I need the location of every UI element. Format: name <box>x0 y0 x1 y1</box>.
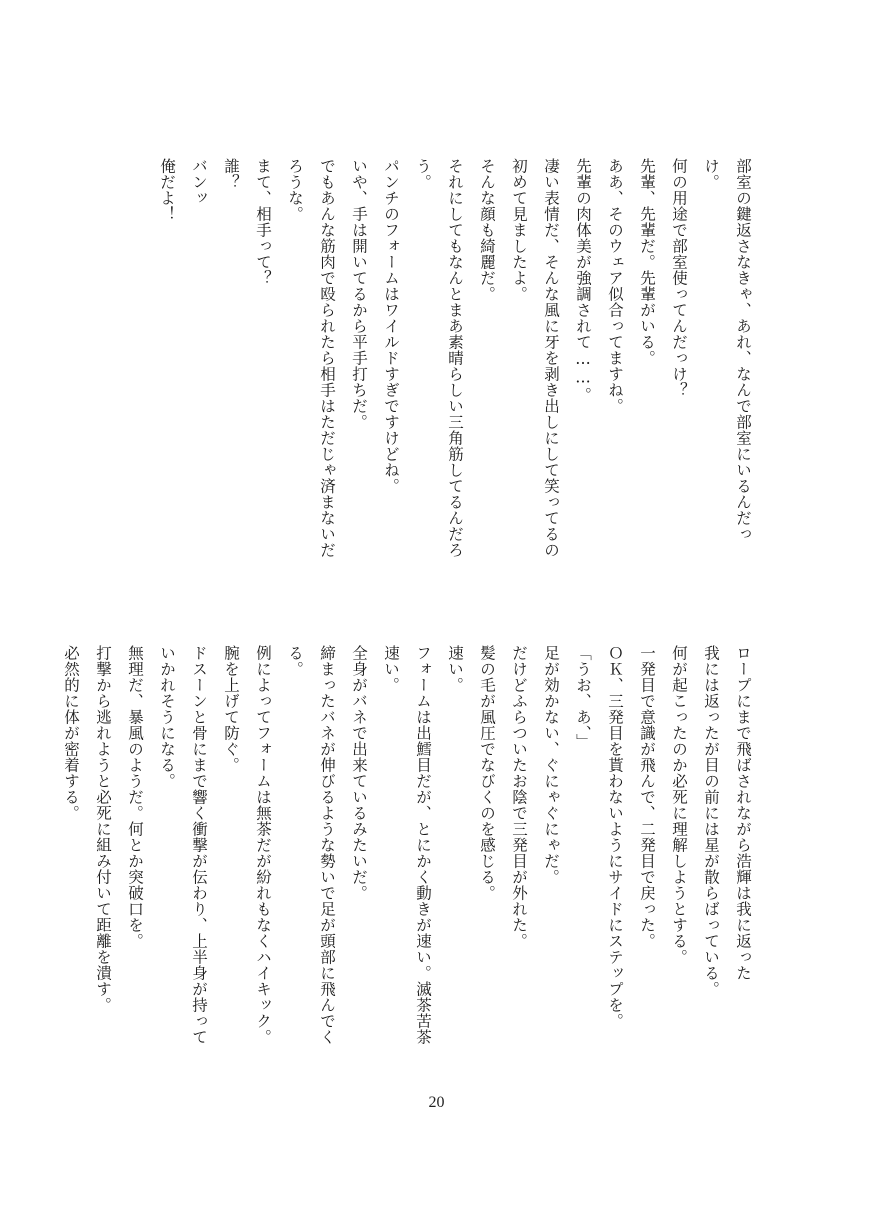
text-line: まて、相手って？ <box>254 158 272 286</box>
page-number: 20 <box>428 1094 445 1111</box>
text-line: フォームは出鱈目だが、とにかく動きが速い。滅茶苦茶 <box>414 645 432 1045</box>
text-line: ああ、そのウェア似合ってますね。 <box>606 158 624 414</box>
text-line: 速い。 <box>382 645 400 693</box>
text-line: いや、手は開いてるから平手打ちだ。 <box>350 158 368 430</box>
text-line: け。 <box>702 158 720 190</box>
text-line: う。 <box>414 158 432 190</box>
text-line: バンッ <box>190 158 208 206</box>
text-line: 腕を上げて防ぐ。 <box>222 645 240 773</box>
text-line: 誰？ <box>222 158 240 190</box>
text-line: でもあんな筋肉で殴られたら相手はただじゃ済まないだ <box>318 158 336 558</box>
text-line: 打撃から逃れようと必死に組み付いて距離を潰す。 <box>94 645 112 1013</box>
text-line: 何の用途で部室使ってんだっけ？ <box>670 158 688 398</box>
text-line: そんな顔も綺麗だ。 <box>478 158 496 302</box>
upper-text-block <box>151 158 759 598</box>
text-line: ドスーンと骨にまで響く衝撃が伝わり、上半身が持って <box>190 645 208 1045</box>
text-line: それにしてもなんとまあ素晴らしい三角筋してるんだろ <box>446 158 464 558</box>
text-line: 先輩の肉体美が強調されて……。 <box>574 158 592 403</box>
text-line: 速い。 <box>446 645 464 693</box>
text-line: 初めて見ましたよ。 <box>510 158 528 302</box>
text-line: 足が効かない、ぐにゃぐにゃだ。 <box>542 645 560 885</box>
text-line: いかれそうになる。 <box>158 645 176 789</box>
text-line: ロープにまで飛ばされながら浩輝は我に返った <box>734 645 752 981</box>
text-line: 先輩、先輩だ。先輩がいる。 <box>638 158 656 366</box>
text-line: 髪の毛が風圧でなびくのを感じる。 <box>478 645 496 901</box>
text-line: 俺だよ！ <box>158 158 176 222</box>
text-line: 例によってフォームは無茶だが紛れもなくハイキック。 <box>254 645 272 1045</box>
text-line: パンチのフォームはワイルドすぎですけどね。 <box>382 158 400 494</box>
text-line: る。 <box>286 645 304 677</box>
text-line: 何が起こったのか必死に理解しようとする。 <box>670 645 688 965</box>
text-line: 無理だ、暴風のようだ。何とか突破口を。 <box>126 645 144 949</box>
text-line: 全身がバネで出来ているみたいだ。 <box>350 645 368 901</box>
text-line: 一発目で意識が飛んで、二発目で戻った。 <box>638 645 656 949</box>
text-line: 必然的に体が密着する。 <box>62 645 80 821</box>
text-line: ＯＫ、三発目を貰わないようにサイドにステップを。 <box>606 645 624 1029</box>
text-line: 凄い表情だ、そんな風に牙を剥き出しにして笑ってるの <box>542 158 560 558</box>
text-line: 締まったバネが伸びるような勢いで足が頭部に飛んでく <box>318 645 336 1045</box>
text-line: だけどふらついたお陰で三発目が外れた。 <box>510 645 528 949</box>
text-line: ろうな。 <box>286 158 304 222</box>
text-line: 「うお、あ、」 <box>574 645 592 750</box>
lower-text-block <box>55 645 759 1085</box>
text-line: 我には返ったが目の前には星が散らばっている。 <box>702 645 720 997</box>
text-line: 部室の鍵返さなきゃ、あれ、なんで部室にいるんだっ <box>734 158 752 542</box>
